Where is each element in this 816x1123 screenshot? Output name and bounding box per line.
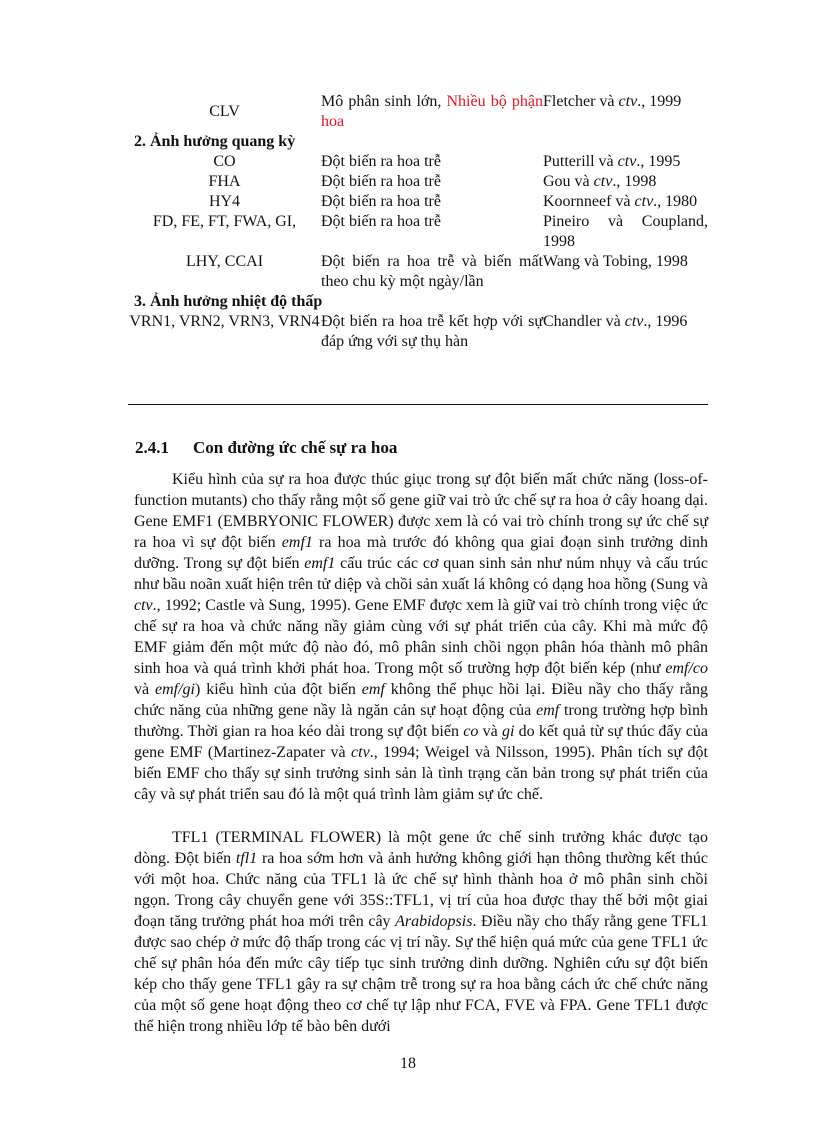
effect-cell: Đột biến ra hoa trễ [321, 153, 441, 170]
paragraph-1: Kiểu hình của sự ra hoa được thúc giục trong sự đột biến mất chức năng (loss-of-function mutants) cho thấy rằng một số gene giữ vai trò ức chế sự ra hoa ở cây hoang dại. Gene EMF1 (EMBRYONIC FLOWER) được xem là có vai trò chính trong sự ức chế sự ra hoa vì sự đột biến emf1 ra hoa mà trước đó không qua giai đoạn sinh trưởng dinh dưỡng. Trong sự đột biến emf1 cấu trúc các cơ quan sinh sản như núm nhụy và cấu trúc như bầu noãn xuất hiện trên tử diệp và chồi sản xuất lá không có dạng hoa hồng (Sung và ctv., 1992; Castle và Sung, 1995). Gene EMF được xem là giữ vai trò chính trong việc ức chế sự ra hoa và chức năng nầy giảm cùng với sự phát triển của cây. Khi mà mức độ EMF giảm đến một mức độ nào đó, mô phân sinh chồi ngọn phân hóa thành mô phân sinh hoa và quá trình khởi phát hoa. Trong một số trường hợp đột biến kép (như emf/co và emf/gi) kiểu hình của đột biến emf không thể phục hồi lại. Điều nầy cho thấy rằng chức năng của những gene nầy là ngăn cản sự hoạt động của emf trong trường hợp bình thường. Thời gian ra hoa kéo dài trong sự đột biến co và gi do kết quả từ sự thúc đẩy của gene EMF (Martinez-Zapater và ctv., 1994; Weigel và Nilsson, 1995). Phân tích sự đột biến EMF cho thấy sự sinh trưởng sinh sản là tình trạng căn bản trong sự phát triển của cây và sự phát triển sau đó là một quá trình làm giảm sự ức chế. [134, 471, 709, 803]
paragraph-2: TFL1 (TERMINAL FLOWER) là một gene ức chế sinh trưởng khác được tạo dòng. Đột biến tfl1 ra hoa sớm hơn và ảnh hưởng không giới hạn thông thường kết thúc với một hoa. Chức năng của TFL1 là ức chế sự hình thành hoa ở mô phân sinh chồi ngọn. Trong cây chuyển gene với 35S::TFL1, vị trí của hoa được thay thế bởi một giai đoạn tăng trưởng phát hoa mới trên cây Arabidopsis. Điều nầy cho thấy rằng gene TFL1 được sao chép ở mức độ thấp trong các vị trí nầy. Sự thể hiện quá mức của gene TFL1 ức chế sự phân hóa đến mức cây tiếp tục sinh trưởng dinh dưỡng. Nghiên cứu sự đột biến kép cho thấy gene TFL1 gây ra sự chậm trễ trong sự ra hoa bằng cách ức chế chức năng của một số gene hoạt động theo cơ chế tự lập như FCA, FVE và FPA. Gene TFL1 được thể hiện trong nhiều lớp tế bào bên dưới [134, 829, 709, 1035]
gene-cell: FHA [208, 173, 241, 190]
gene-cell: CLV [209, 103, 240, 120]
reference-cell: Koornneef và ctv., 1980 [543, 193, 698, 210]
effect-cell: Đột biến ra hoa trễ kết hợp với sự đáp ứng với sự thụ hàn [321, 313, 543, 350]
table-row [128, 172, 708, 192]
gene-cell: CO [213, 153, 236, 170]
effect-cell: Đột biến ra hoa trễ [321, 193, 441, 210]
table-row [128, 252, 708, 292]
effect-cell: Đột biến ra hoa trễ [321, 173, 441, 190]
gene-cell: LHY, CCAI [185, 253, 264, 270]
page-number: 18 [400, 1055, 416, 1072]
section-title: Con đường ức chế sự ra hoa [193, 438, 398, 457]
effect-cell: Đột biến ra hoa trễ và biến mất theo chu kỳ một ngày/lần [321, 253, 543, 290]
reference-cell: Gou và ctv., 1998 [543, 173, 657, 190]
table-row [128, 152, 708, 172]
table-row [128, 192, 708, 212]
effect-cell: Mô phân sinh lớn, Nhiều bộ phận hoa [321, 93, 543, 130]
reference-cell: Putterill và ctv., 1995 [543, 153, 681, 170]
reference-cell: Pineiro và Coupland, 1998 [543, 213, 708, 250]
section-heading [135, 438, 397, 458]
effect-cell: Đột biến ra hoa trễ [321, 213, 441, 230]
section-label: 3. Ảnh hưởng nhiệt độ thấp [134, 293, 323, 310]
gene-table [128, 92, 708, 352]
table-section-row [128, 132, 708, 152]
gene-cell: VRN1, VRN2, VRN3, VRN4 [129, 313, 320, 330]
reference-cell: Wang và Tobing, 1998 [543, 253, 688, 270]
table-row [128, 312, 708, 352]
table-section-row [128, 292, 708, 312]
gene-cell: FD, FE, FT, FWA, GI, [152, 213, 297, 230]
reference-cell: Chandler và ctv., 1996 [543, 313, 688, 330]
section-label: 2. Ảnh hưởng quang kỳ [134, 133, 296, 150]
reference-cell: Fletcher và ctv., 1999 [543, 93, 682, 110]
gene-cell: HY4 [208, 193, 241, 210]
table-row [128, 92, 708, 132]
highlighted-text: Nhiều bộ phận hoa [321, 93, 543, 130]
table-bottom-rule [128, 404, 708, 405]
table-row [128, 212, 708, 252]
section-number: 2.4.1 [135, 438, 169, 457]
